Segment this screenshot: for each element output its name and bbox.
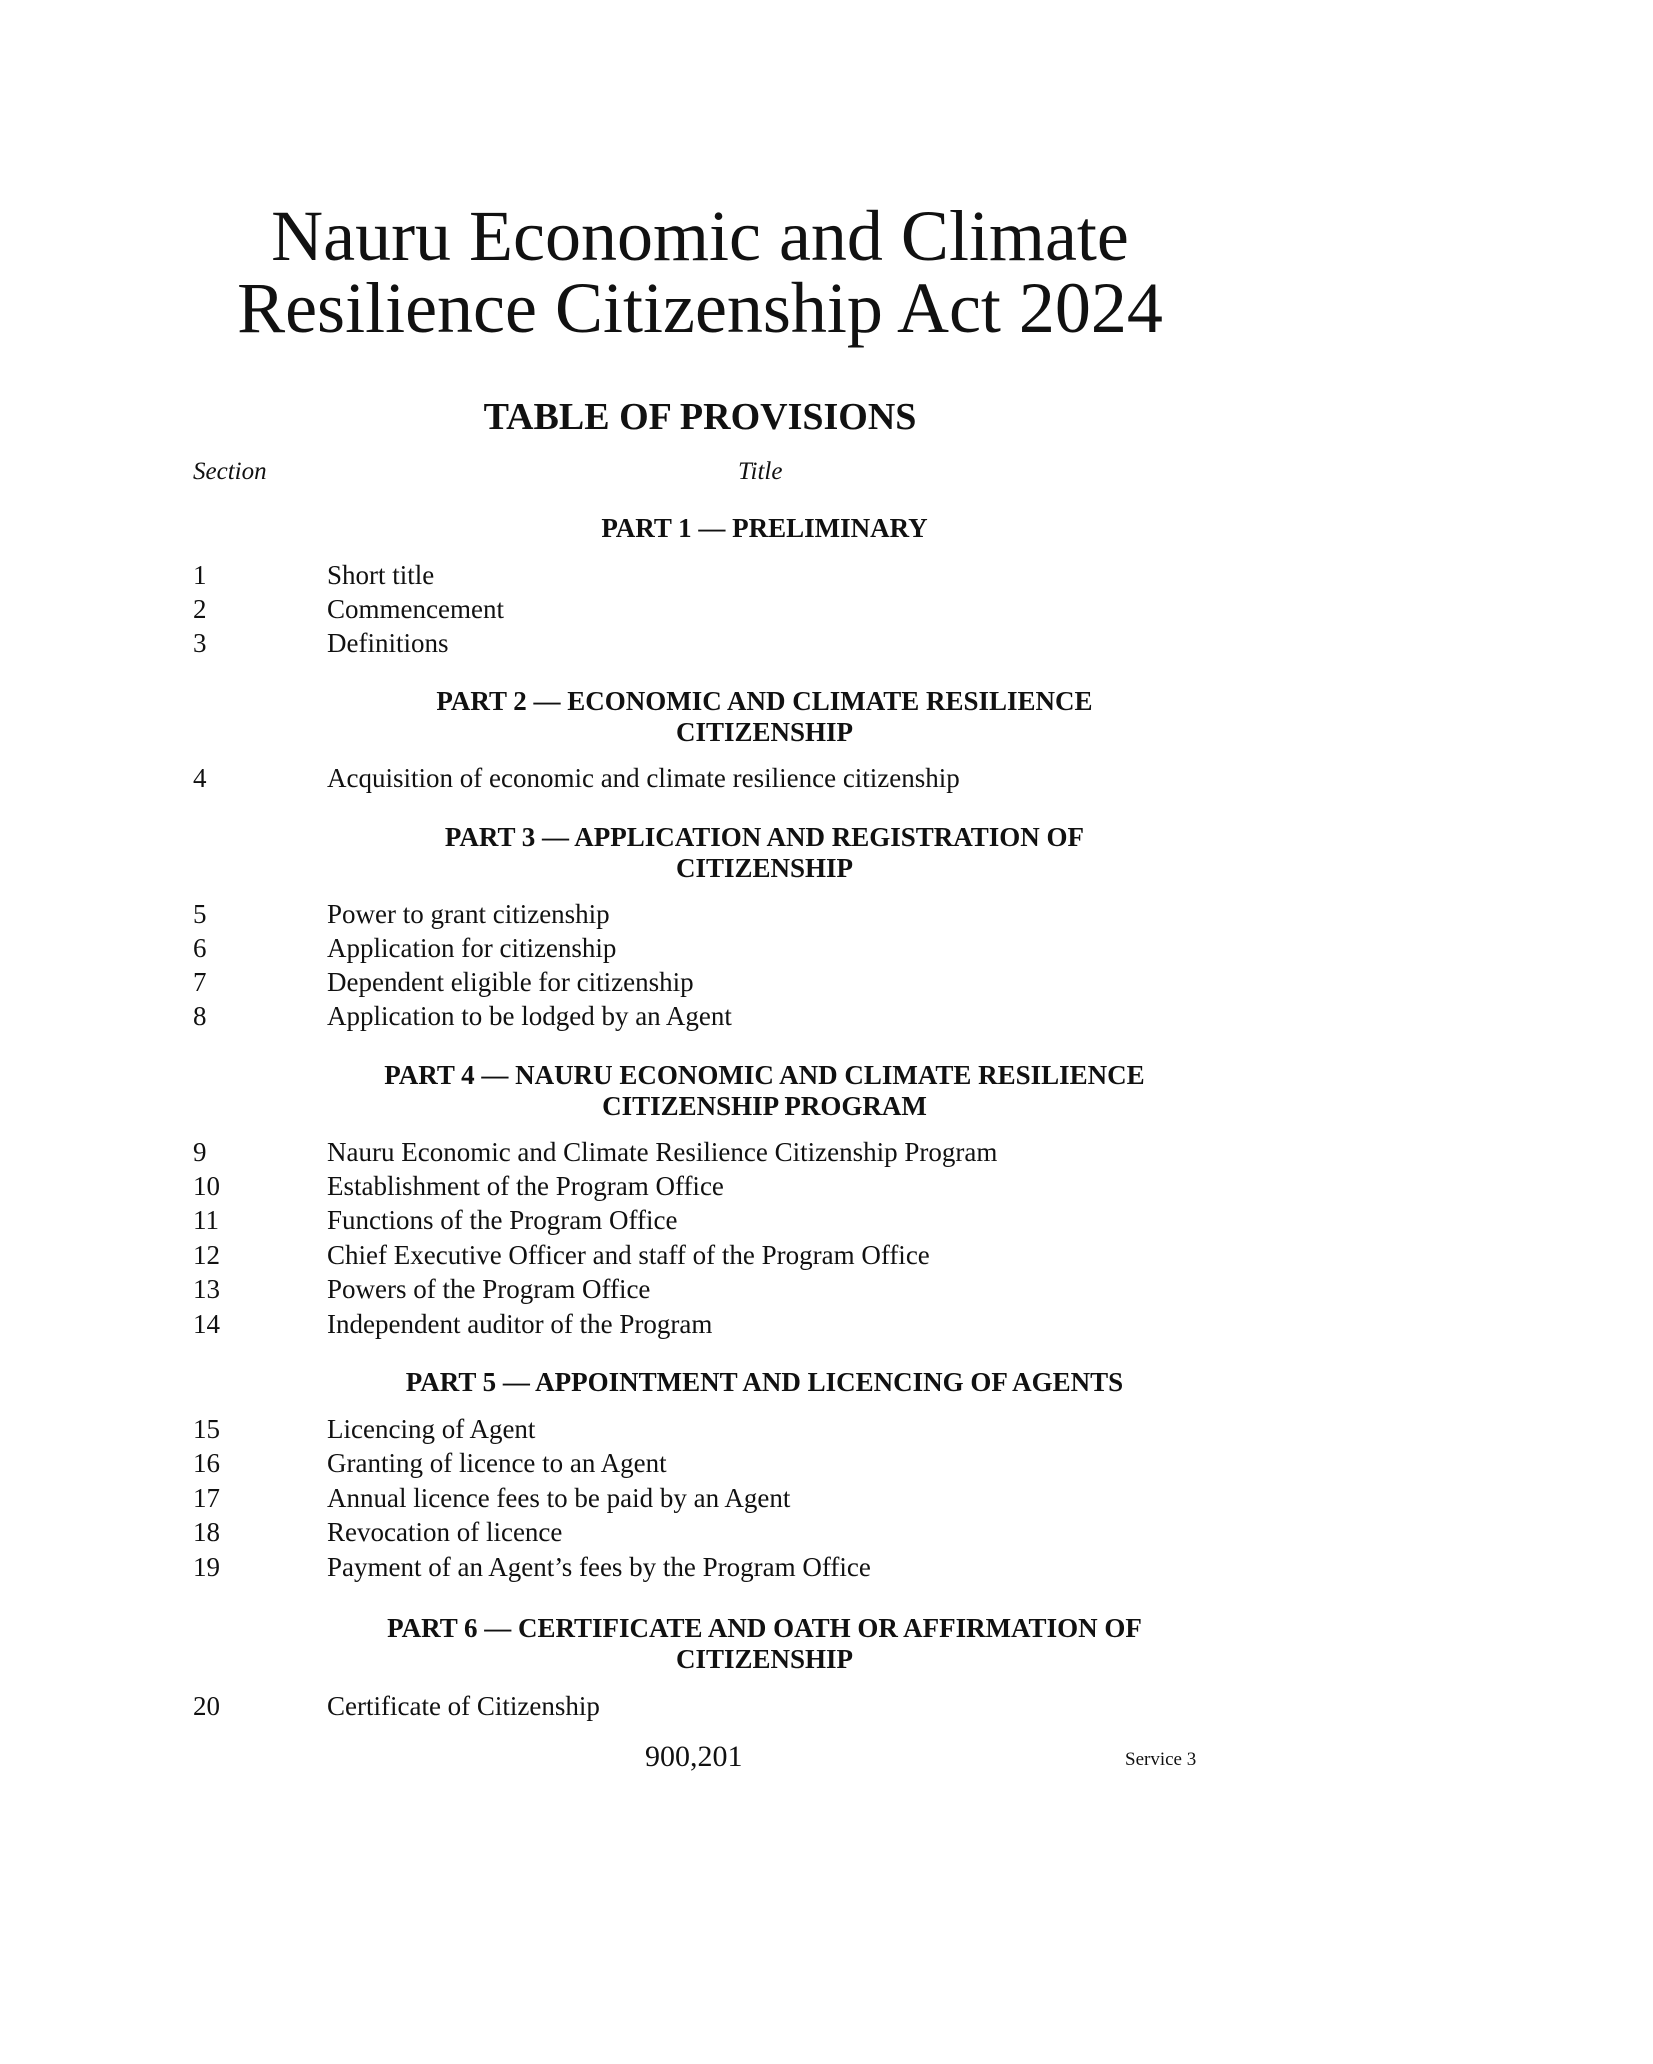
part-heading-line: PART 2 — ECONOMIC AND CLIMATE RESILIENCE <box>436 686 1093 716</box>
document-title <box>0 196 1400 348</box>
part-heading-line: PART 3 — APPLICATION AND REGISTRATION OF <box>444 822 1085 852</box>
toc-heading: TABLE OF PROVISIONS <box>483 396 917 438</box>
section-title: Application for citizenship <box>327 933 617 963</box>
part-heading-line: CITIZENSHIP <box>675 853 854 883</box>
toc-row <box>193 1238 930 1272</box>
section-title: Chief Executive Officer and staff of the Program Office <box>327 1240 930 1270</box>
toc-row <box>193 1307 712 1341</box>
section-title: Short title <box>327 560 435 590</box>
part-heading <box>0 1367 1529 1398</box>
toc-row <box>193 1412 535 1446</box>
toc-row <box>193 761 960 795</box>
section-title: Granting of licence to an Agent <box>327 1448 667 1478</box>
part-heading-line: PART 5 — APPOINTMENT AND LICENCING OF AGENTS <box>405 1367 1124 1397</box>
page-number: 900,201 <box>645 1740 743 1773</box>
section-title: Acquisition of economic and climate resilience citizenship <box>327 763 960 793</box>
section-title: Certificate of Citizenship <box>327 1691 600 1721</box>
part-heading-line: CITIZENSHIP <box>675 717 854 747</box>
section-number: 20 <box>193 1691 220 1721</box>
section-title: Independent auditor of the Program <box>327 1309 713 1339</box>
section-title: Establishment of the Program Office <box>327 1171 724 1201</box>
column-header-title: Title <box>738 458 783 485</box>
toc-row <box>193 1689 600 1723</box>
part-heading <box>0 513 1529 544</box>
section-number: 18 <box>193 1517 220 1547</box>
toc-row <box>193 1481 790 1515</box>
document-title-line-1: Nauru Economic and Climate <box>271 196 1129 276</box>
toc-row <box>193 592 504 626</box>
section-number: 19 <box>193 1552 220 1582</box>
section-number: 17 <box>193 1483 220 1513</box>
toc-row <box>193 1550 871 1584</box>
toc-row <box>193 1515 562 1549</box>
part-heading <box>0 1060 1529 1122</box>
section-title: Powers of the Program Office <box>327 1274 651 1304</box>
toc-row <box>193 999 732 1033</box>
part-heading <box>0 686 1529 748</box>
section-number: 7 <box>193 967 207 997</box>
part-heading-line: PART 6 — CERTIFICATE AND OATH OR AFFIRMATION OF <box>387 1613 1142 1643</box>
part-heading-line: PART 1 — PRELIMINARY <box>601 513 928 543</box>
toc-row <box>193 965 694 999</box>
section-number: 15 <box>193 1414 220 1444</box>
toc-row <box>193 1446 667 1480</box>
section-number: 3 <box>193 628 207 658</box>
section-title: Definitions <box>327 628 449 658</box>
toc-row <box>193 558 434 592</box>
section-number: 12 <box>193 1240 220 1270</box>
toc-row <box>193 931 616 965</box>
section-number: 8 <box>193 1001 207 1031</box>
part-heading-line: CITIZENSHIP PROGRAM <box>602 1091 927 1121</box>
section-number: 11 <box>193 1205 219 1235</box>
document-title-line-2: Resilience Citizenship Act 2024 <box>237 268 1163 348</box>
section-title: Revocation of licence <box>327 1517 563 1547</box>
toc-row <box>193 1169 724 1203</box>
section-number: 14 <box>193 1309 220 1339</box>
section-title: Nauru Economic and Climate Resilience Citizenship Program <box>327 1137 998 1167</box>
service-label: Service 3 <box>1125 1749 1197 1770</box>
section-number: 16 <box>193 1448 220 1478</box>
part-heading <box>0 822 1529 884</box>
part-heading-line: CITIZENSHIP <box>675 1644 854 1674</box>
section-title: Dependent eligible for citizenship <box>327 967 694 997</box>
section-title: Annual licence fees to be paid by an Agent <box>327 1483 791 1513</box>
section-number: 5 <box>193 899 207 929</box>
part-heading <box>0 1613 1529 1675</box>
section-number: 13 <box>193 1274 220 1304</box>
section-number: 2 <box>193 594 207 624</box>
section-title: Payment of an Agent’s fees by the Program Office <box>327 1552 871 1582</box>
section-title: Licencing of Agent <box>327 1414 536 1444</box>
toc-row <box>193 897 610 931</box>
section-title: Application to be lodged by an Agent <box>327 1001 732 1031</box>
section-number: 6 <box>193 933 207 963</box>
toc-row <box>193 1272 650 1306</box>
part-heading-line: PART 4 — NAURU ECONOMIC AND CLIMATE RESILIENCE <box>384 1060 1145 1090</box>
section-title: Functions of the Program Office <box>327 1205 678 1235</box>
toc-row <box>193 626 449 660</box>
section-number: 4 <box>193 763 207 793</box>
column-header-section: Section <box>193 458 267 485</box>
toc-row <box>193 1135 997 1169</box>
section-title: Commencement <box>327 594 504 624</box>
section-number: 9 <box>193 1137 207 1167</box>
toc-row <box>193 1203 677 1237</box>
section-title: Power to grant citizenship <box>327 899 610 929</box>
section-number: 1 <box>193 560 207 590</box>
section-number: 10 <box>193 1171 220 1201</box>
